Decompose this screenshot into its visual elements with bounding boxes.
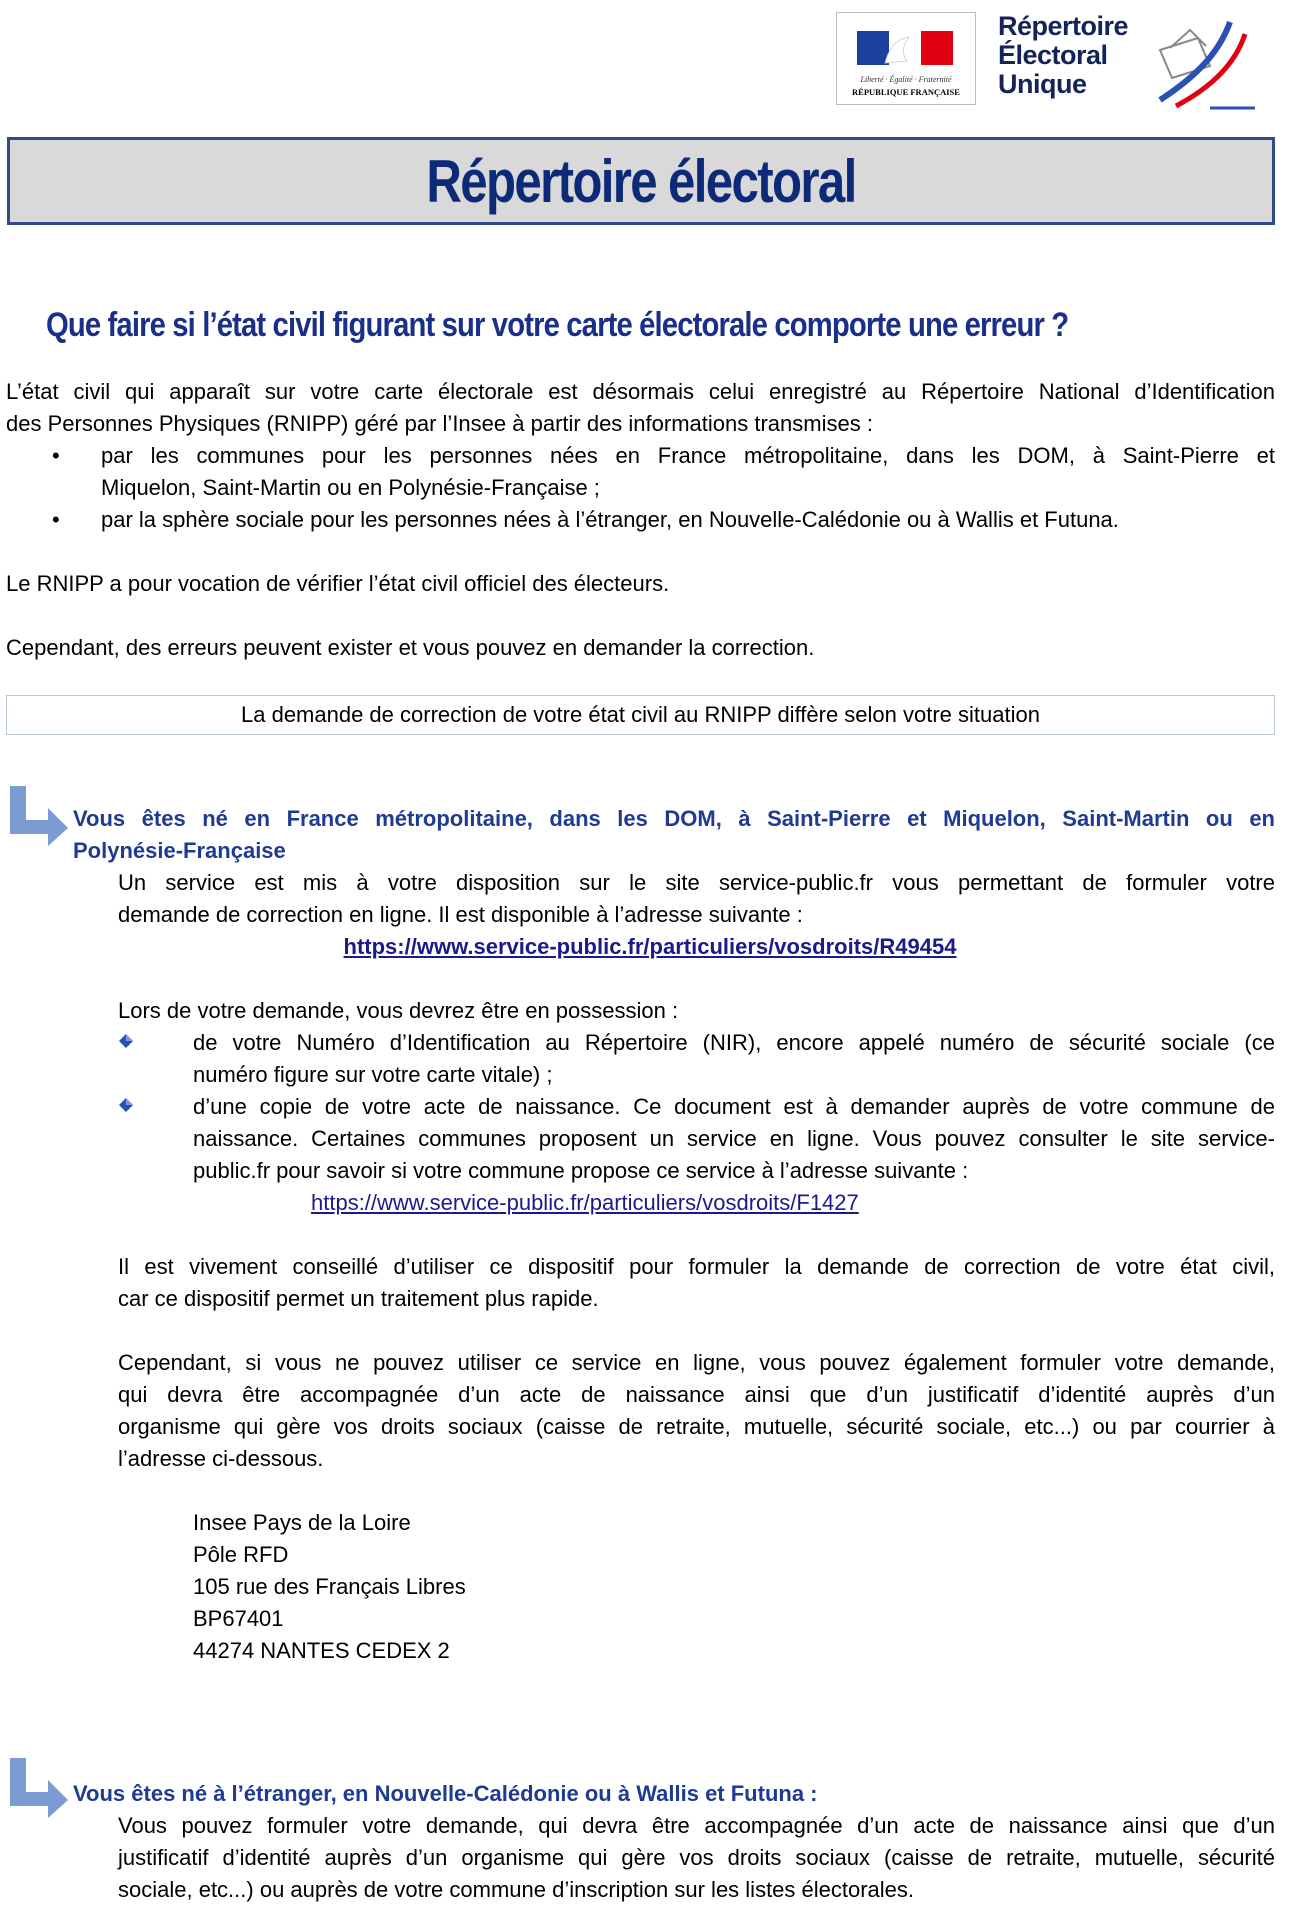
notice-text: La demande de correction de votre état civil au RNIPP diffère selon votre situation xyxy=(241,702,1040,727)
section2-line2: justificatif d’identité auprès d’un organisme qui gère vos droits sociaux (caisse de retraite, mutuelle, sécurité xyxy=(118,1845,1275,1870)
intro-however: Cependant, des erreurs peuvent exister et vous pouvez en demander la correction. xyxy=(6,635,815,660)
rf-motto: Liberté · Égalité · Fraternité xyxy=(860,75,952,84)
arrow-right-icon xyxy=(8,1756,70,1818)
section2-line3: sociale, etc...) ou auprès de votre commune d’inscription sur les listes électorales. xyxy=(118,1877,915,1902)
section1-p3-line2: car ce dispositif permet un traitement plus rapide. xyxy=(118,1286,599,1311)
address-line: 105 rue des Français Libres xyxy=(193,1574,466,1599)
reu-logo-line1: Répertoire xyxy=(998,11,1129,41)
notice-box xyxy=(6,695,1275,735)
address-block xyxy=(193,1507,793,1667)
section1-p4-line1: Cependant, si vous ne pouvez utiliser ce service en ligne, vous pouvez également formuler votre demande, xyxy=(118,1350,1275,1375)
section1-p1-line1: Un service est mis à votre disposition sur le site service-public.fr vous permettant de formuler votre xyxy=(118,870,1275,895)
section1-heading-line2: Polynésie-Française xyxy=(73,838,286,863)
intro-purpose: Le RNIPP a pour vocation de vérifier l’état civil officiel des électeurs. xyxy=(6,571,670,596)
section1-p4-line4: l’adresse ci-dessous. xyxy=(118,1446,324,1471)
question-heading: Que faire si l’état civil figurant sur votre carte électorale comporte une erreur ? xyxy=(46,306,1069,344)
page-title: Répertoire électoral xyxy=(426,147,856,215)
section1-item2-line3: public.fr pour savoir si votre commune propose ce service à l’adresse suivante : xyxy=(193,1158,969,1183)
section1-item1-line1: de votre Numéro d’Identification au Répertoire (NIR), encore appelé numéro de sécurité sociale (ce xyxy=(193,1030,1275,1055)
reu-logo-line2: Électoral xyxy=(998,40,1108,70)
title-banner xyxy=(7,137,1275,225)
intro-line1: L’état civil qui apparaît sur votre carte électorale est désormais celui enregistré au Répertoire National d’Identification xyxy=(6,379,1275,404)
diamond-bullet-icon xyxy=(118,1097,134,1113)
section2-line1: Vous pouvez formuler votre demande, qui devra être accompagnée d’un acte de naissance ainsi que d’un xyxy=(118,1813,1275,1838)
section1-p3-line1: Il est vivement conseillé d’utiliser ce dispositif pour formuler la demande de correction de votre état civil, xyxy=(118,1254,1275,1279)
rf-name: RÉPUBLIQUE FRANÇAISE xyxy=(852,87,960,97)
republique-francaise-logo xyxy=(836,12,976,105)
section1-p4-line3: organisme qui gère vos droits sociaux (caisse de retraite, mutuelle, sécurité sociale, etc...) ou par courrier à xyxy=(118,1414,1275,1439)
reu-logo-line3: Unique xyxy=(998,69,1087,99)
section1-p1-line2: demande de correction en ligne. Il est disponible à l’adresse suivante : xyxy=(118,902,803,927)
section1-p4-line2: qui devra être accompagnée d’un acte de naissance ainsi que d’un justificatif d’identité auprès d’un xyxy=(118,1382,1275,1407)
arrow-right-icon xyxy=(8,784,70,846)
intro-line2: des Personnes Physiques (RNIPP) géré par l’Insee à partir des informations transmises : xyxy=(6,411,873,436)
service-public-link-r49454[interactable]: https://www.service-public.fr/particuliers/vosdroits/R49454 xyxy=(343,934,957,959)
address-line: BP67401 xyxy=(193,1606,284,1631)
address-line: Insee Pays de la Loire xyxy=(193,1510,411,1535)
intro-bullet1-line2: Miquelon, Saint-Martin ou en Polynésie-Française ; xyxy=(101,475,600,500)
diamond-bullet-icon xyxy=(118,1033,134,1049)
section1-item1-line2: numéro figure sur votre carte vitale) ; xyxy=(193,1062,553,1087)
address-line: 44274 NANTES CEDEX 2 xyxy=(193,1638,450,1663)
section1-p2: Lors de votre demande, vous devrez être en possession : xyxy=(118,998,679,1023)
service-public-link-f1427[interactable]: https://www.service-public.fr/particuliers/vosdroits/F1427 xyxy=(311,1190,859,1215)
ballot-box-icon xyxy=(1140,10,1260,110)
bullet-dot: • xyxy=(52,507,60,532)
address-line: Pôle RFD xyxy=(193,1542,289,1567)
section1-item2-line2: naissance. Certaines communes proposent un service en ligne. Vous pouvez consulter le site service- xyxy=(193,1126,1275,1151)
section1-item2-line1: d’une copie de votre acte de naissance. Ce document est à demander auprès de votre commune de xyxy=(193,1094,1275,1119)
reu-logo xyxy=(990,10,1260,110)
intro-bullet2-line1: par la sphère sociale pour les personnes nées à l’étranger, en Nouvelle-Calédonie ou à Wallis et Futuna. xyxy=(101,507,1119,532)
intro-bullet1-line1: par les communes pour les personnes nées en France métropolitaine, dans les DOM, à Saint-Pierre et xyxy=(101,443,1275,468)
section1-heading-line1: Vous êtes né en France métropolitaine, dans les DOM, à Saint-Pierre et Miquelon, Saint-Martin ou en xyxy=(73,806,1275,831)
section2-heading: Vous êtes né à l’étranger, en Nouvelle-Calédonie ou à Wallis et Futuna : xyxy=(73,1781,818,1806)
bullet-dot: • xyxy=(52,443,60,468)
